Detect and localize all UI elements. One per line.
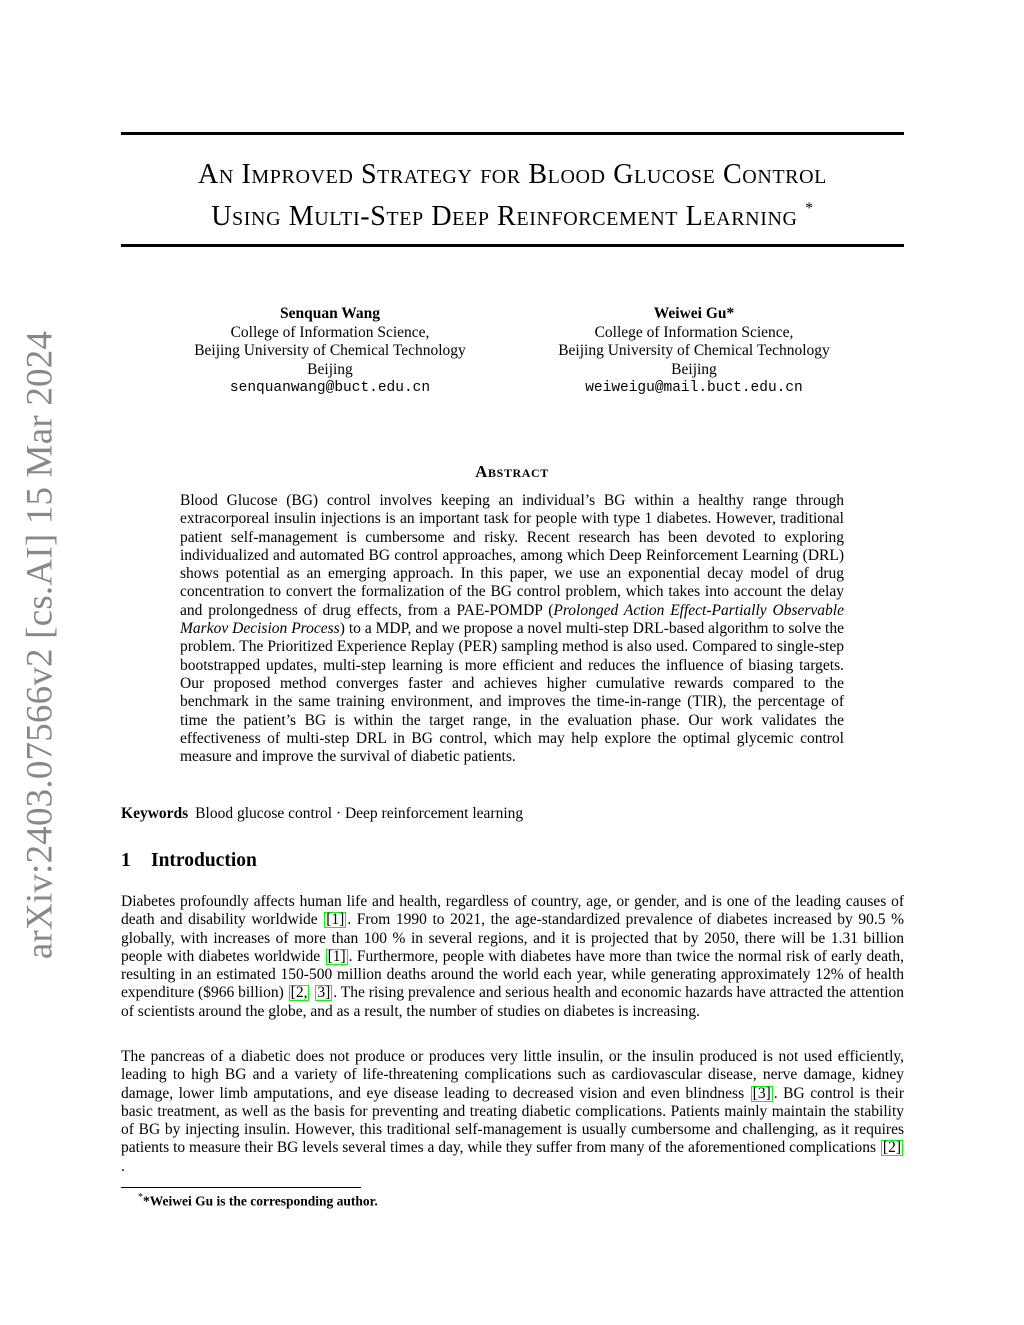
- title-top-rule: [121, 132, 904, 135]
- author-affiliation: College of Information Science,: [594, 323, 794, 341]
- paper-title: [121, 158, 904, 234]
- section-title: Introduction: [151, 850, 257, 871]
- title-bottom-rule: [121, 244, 904, 247]
- section-heading-introduction: [121, 850, 257, 872]
- author-email[interactable]: weiweigu@mail.buct.edu.cn: [585, 380, 803, 396]
- footnote-text: *Weiwei Gu is the corresponding author.: [143, 1193, 378, 1209]
- author-city: Beijing: [671, 360, 717, 378]
- citation-link[interactable]: [2]: [882, 1139, 901, 1157]
- keywords-label: Keywords: [121, 805, 189, 822]
- author-institution: Beijing University of Chemical Technology: [194, 342, 466, 359]
- title-footnote-marker: *: [805, 200, 814, 217]
- title-line-1: An Improved Strategy for Blood Glucose Control: [198, 159, 827, 190]
- abstract-italic-term: Prolonged Action Effect-Partially Observable Markov Decision Process: [180, 601, 844, 638]
- footnote-rule: [121, 1187, 361, 1188]
- section-number: 1: [121, 850, 131, 871]
- author-institution: Beijing University of Chemical Technology: [558, 342, 830, 359]
- author-city: Beijing: [307, 360, 353, 378]
- arxiv-identifier-stamp: arXiv:2403.07566v2 [cs.AI] 15 Mar 2024: [19, 330, 61, 960]
- intro-paragraph-2: The pancreas of a diabetic does not produce or produces very little insulin, or the insulin produced is not used efficiently, leading to high BG and a variety of life-threatening complications such as cardiovascular disease, nerve damage, kidney damage, lower limb amputations, and eye disease leading to decreased vision and even blindness [3] . BG control is their basic treatment, as well as the basis for preventing and treating diabetic complications. Patients mainly maintain the stability of BG by injecting insulin. However, this traditional self-management is usually cumbersome and challenging, as it requires patients to measure their BG levels several times a day, while they suffer from many of the aforementioned complications [2].: [121, 1048, 904, 1175]
- citation-link[interactable]: [1]: [326, 911, 345, 929]
- citation-link[interactable]: [1]: [327, 947, 346, 965]
- citation-link[interactable]: 3]: [317, 984, 331, 1002]
- keywords-text: Blood glucose control · Deep reinforcement learning: [195, 805, 524, 822]
- author-email[interactable]: senquanwang@buct.edu.cn: [229, 380, 431, 396]
- citation-link[interactable]: [3]: [752, 1084, 771, 1102]
- corresponding-author-footnote: [138, 1192, 378, 1210]
- title-line-2: Using Multi-Step Deep Reinforcement Learning *: [211, 200, 814, 232]
- citation-link[interactable]: [2,: [290, 984, 308, 1002]
- author-block-2: [504, 305, 884, 398]
- author-affiliation: College of Information Science,: [230, 323, 430, 341]
- footnote-marker: *: [138, 1192, 143, 1203]
- author-block-1: [140, 305, 520, 398]
- author-name: Weiwei Gu*: [653, 305, 735, 322]
- author-name: Senquan Wang: [279, 305, 381, 322]
- keywords-line: [121, 804, 904, 823]
- intro-paragraph-1: Diabetes profoundly affects human life and health, regardless of country, age, or gender, and is one of the leading causes of death and disability worldwide [1] . From 1990 to 2021, the age-standardized prevalence of diabetes increased by 90.5 % globally, with increases of more than 100 % in several regions, and it is projected that by 2050, there will be 1.31 billion people with diabetes worldwide [1] . Furthermore, people with diabetes have more than twice the normal risk of early death, resulting in an estimated 150-500 million deaths around the world each year, while generating approximately 12% of health expenditure ($966 billion) [2, 3] . The rising prevalence and serious health and economic hazards have attracted the attention of scientists around the globe, and as a result, the number of studies on diabetes is increasing.: [121, 893, 905, 1020]
- abstract-body: Blood Glucose (BG) control involves keeping an individual’s BG within a healthy range through extracorporeal insulin injections is an important task for people with type 1 diabetes. However, traditional patient self-management is cumbersome and risky. Recent research has been devoted to exploring individualized and automated BG control approaches, among which Deep Reinforcement Learning (DRL) shows potential as an emerging approach. In this paper, we use an exponential decay model of drug concentration to convert the formalization of the BG control problem, which takes into account the delay and prolongedness of drug effects, from a PAE-POMDP (Prolonged Action Effect-Partially Observable Markov Decision Process) to a MDP, and we propose a novel multi-step DRL-based algorithm to solve the problem. The Prioritized Experience Replay (PER) sampling method is also used. Compared to single-step bootstrapped updates, multi-step learning is more efficient and reduces the influence of biasing targets. Our proposed method converges faster and achieves higher cumulative rewards compared to the benchmark in the same training environment, and improves the time-in-range (TIR), the percentage of time the patient’s BG is within the target range, in the evaluation phase. Our work validates the effectiveness of multi-step DRL in BG control, which may help explore the optimal glycemic control measure and improve the survival of diabetic patients.: [180, 492, 844, 766]
- abstract-heading: Abstract: [475, 462, 549, 481]
